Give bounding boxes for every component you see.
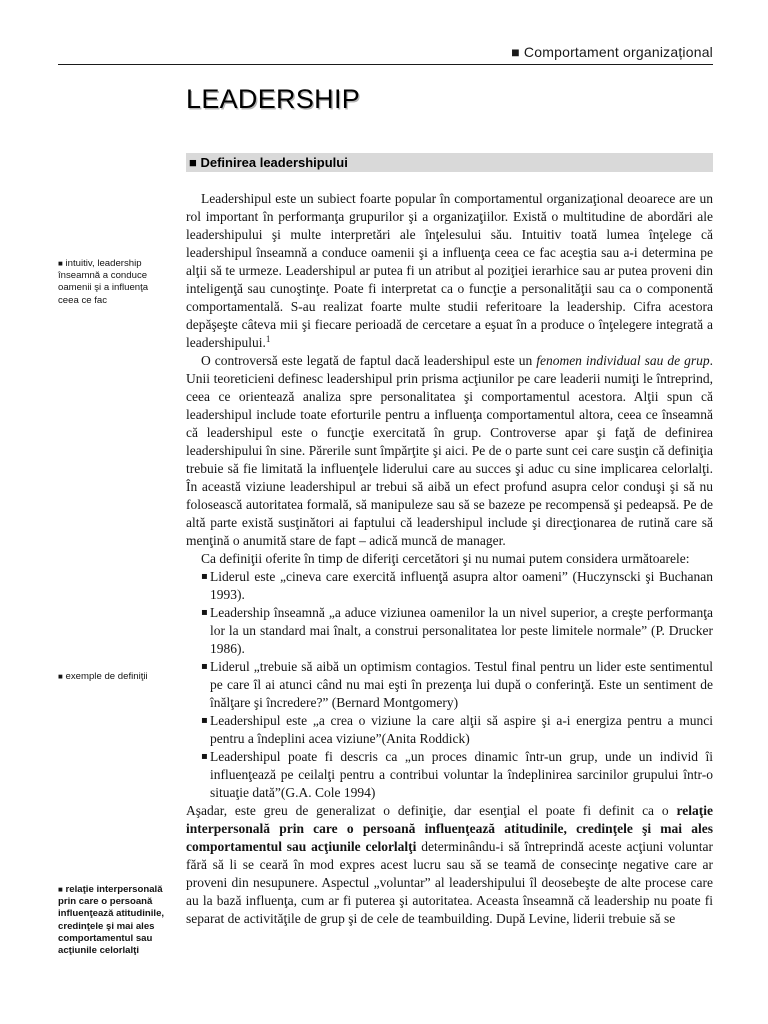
list-item-text: Leadershipul poate fi descris ca „un proces dinamic într-un grup, unde un individ îi influenţează pe ceilalţi pentru a contribui voluntar la îndeplinirea sarcinilor grupului într-o situaţie dată”(G.A. Cole 1994) — [210, 749, 713, 800]
bullet-icon: ▪ — [201, 607, 208, 618]
chapter-title: LEADERSHIP — [186, 84, 361, 114]
list-item — [186, 568, 713, 604]
bullet-icon: ▪ — [201, 715, 208, 726]
list-item-text: Leadership înseamnă „a aduce viziunea oamenilor la un nivel superior, a creşte performanţa lor la un standard mai înalt, a construi personalitatea lor peste limitele normale” (P. Drucker 1986). — [210, 605, 713, 656]
paragraph-controversy-start: O controversă este legată de faptul dacă leadershipul este un — [201, 353, 537, 368]
emphasis-phenomenon: fenomen individual sau de grup — [536, 353, 710, 368]
paragraph-conclusion-end: determinându-i să întreprindă aceste acţiuni voluntar fără să li se ceară în mod expres acest lucru sau să se teamă de consecinţe negative care ar proveni din nesupunere. Aspectul „voluntar” al leadershipului îl deosebeşte de alte procese care au la bază influenţa, cum ar fi puterea şi autoritatea. Aceasta înseamnă că leadership nu poate fi separat de activităţile de grup şi de cele de teambuilding. După Levine, liderii trebuie să se — [186, 839, 714, 926]
definitions-list — [186, 568, 713, 802]
footnote-marker: 1 — [265, 334, 271, 344]
bold-definition: relaţie interpersonală prin care o persoană influenţează atitudinile, credinţele şi mai ales comportamentul sau acţiunile celorlalţi — [186, 803, 713, 854]
margin-note-definitions — [58, 671, 170, 683]
margin-note-relation — [58, 884, 170, 957]
list-item-text: Leadershipul este „a crea o viziune la care alţii să aspire şi a-i energiza pentru a munci pentru a îndeplini acea viziune”(Anita Roddick) — [210, 713, 713, 746]
margin-note-text: relaţie interpersonală prin care o persoană influenţează atitudinile, credinţele şi mai ales comportamentul sau acţiunile celorlalţi — [58, 884, 165, 957]
list-item-text: Liderul este „cineva care exercită influenţă asupra altor oameni” (Huczynscki şi Buchanan 1993). — [210, 569, 713, 602]
main-text — [186, 190, 713, 928]
margin-note-text: exemple de definiţii — [65, 671, 148, 682]
square-bullet-icon: ■ — [58, 672, 63, 681]
square-bullet-icon: ■ — [58, 885, 63, 894]
list-item — [186, 748, 713, 802]
list-item — [186, 658, 713, 712]
margin-note-intuitive — [58, 258, 170, 307]
header-rule — [58, 64, 713, 65]
section-heading: ■ Definirea leadershipului — [186, 153, 713, 172]
paragraph-controversy-end: . Unii teoreticieni definesc leadershipul prin prisma acţiunilor pe care leaderii numiţi le întreprind, ceea ce orientează analiza spre personalitatea şi comportamentul acestora. Alţii spun că leadershipul include toate eforturile pentru a influenţa comportamentul altora, ceea ce înseamnă că leadershipul este o funcţie exercitată în grup. Controverse apar şi faţă de definirea leadershipului în sine. Părerile sunt împărţite şi aici. Pe de o parte sunt cei care susţin că definiţia trebuie să fie limitată la influenţele liderului care au succes şi aduc cu sine implicarea celorlalţi. În această viziune leadershipul ar trebui să aibă un efect profund asupra celor conduşi şi să nu folosească autoritatea formală, să manipuleze sau să se bazeze pe recompensă şi pedeapsă. Pe de altă parte există susţinători ai faptului că leadershipul include şi direcţionarea de rutină care să menţină o anumită stare de fapt – adică muncă de manager. — [186, 353, 713, 548]
square-bullet-icon: ■ — [58, 259, 63, 268]
bullet-icon: ▪ — [201, 571, 208, 582]
running-header: ■ Comportament organizațional — [511, 44, 713, 60]
bullet-icon: ▪ — [201, 751, 208, 762]
paragraph-conclusion-start: Aşadar, este greu de generalizat o definiţie, dar esenţial el poate fi definit ca o — [186, 803, 677, 818]
list-item — [186, 712, 713, 748]
list-item — [186, 604, 713, 658]
paragraph-conclusion — [186, 802, 713, 928]
paragraph-controversy — [186, 352, 713, 550]
paragraph-intro — [186, 190, 713, 352]
paragraph-definitions-intro: Ca definiţii oferite în timp de diferiţi cercetători şi nu numai putem considera următoarele: — [201, 551, 690, 566]
paragraph-intro-text: Leadershipul este un subiect foarte popular în comportamentul organizaţional deoarece are un rol important în performanţa grupurilor şi a organizaţiilor. Există o multitudine de abordări ale leadershipului şi multe interpretări ale înţelesului său. Intuitiv toată lumea înţelege că leadershipul înseamnă a conduce oamenii şi a influenţa ceea ce fac aceştia sau a-i determina pe alţii să te urmeze. Leadershipul ar putea fi un atribut al poziţiei ierarhice sau ar putea proveni din inteligenţă sau cunoştinţe. Poate fi interpretat ca o funcţie a personalităţii sau ca o componentă comportamentală. S-au realizat foarte multe studii referitoare la leadership. Cifra acestora depăşeşte câteva mii şi fiecare perioadă de cercetare a eşuat în a produce o înţelegere integrată a leadershipului. — [186, 191, 713, 350]
bullet-icon: ▪ — [201, 661, 208, 672]
margin-note-text: intuitiv, leadership înseamnă a conduce oamenii şi a influenţa ceea ce fac — [58, 258, 149, 306]
list-item-text: Liderul „trebuie să aibă un optimism contagios. Testul final pentru un lider este sentimentul pe care îl ai atunci când nu mai eşti în prezenţa lui după o conferinţă. Este un sentiment de înălţare şi încredere?” (Bernard Montgomery) — [210, 659, 713, 710]
